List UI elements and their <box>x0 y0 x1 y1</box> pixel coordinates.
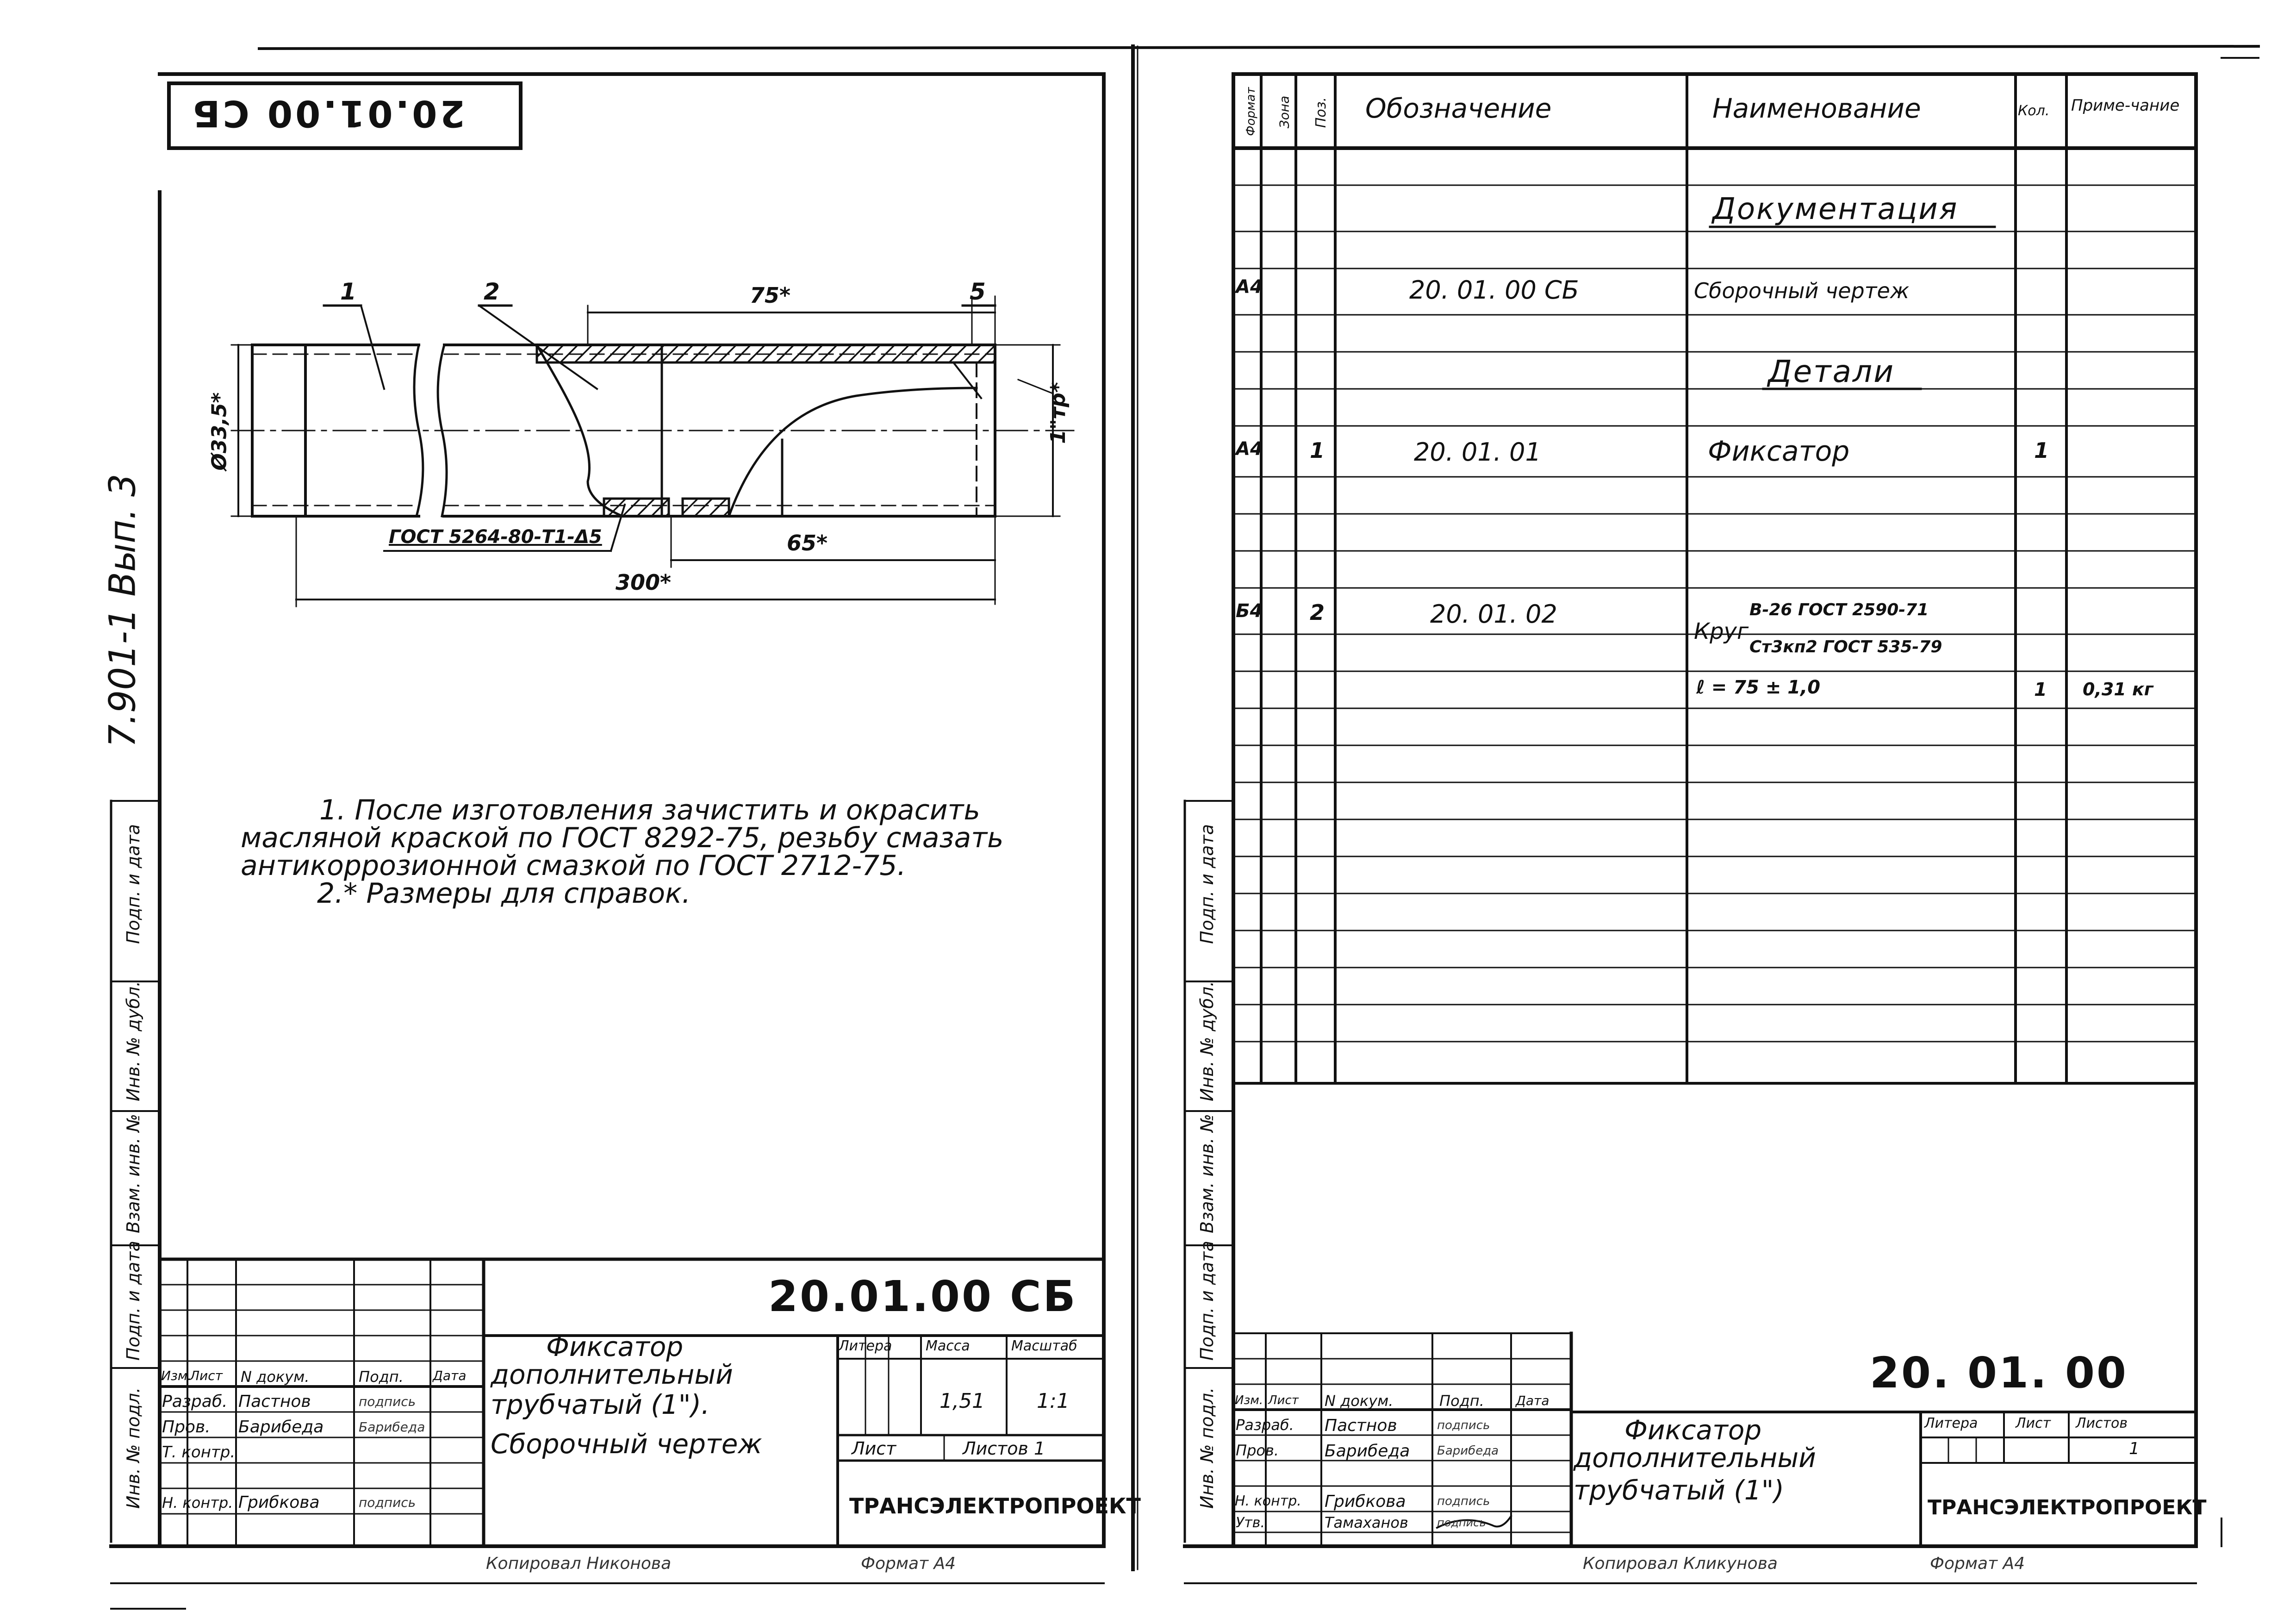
tb-signature: подпись <box>359 1394 416 1409</box>
document-type: Сборочный чертеж <box>491 1428 762 1460</box>
tb-header: Дата <box>433 1368 467 1383</box>
side-label: Инв. № дубл. <box>123 981 143 1101</box>
tb-signature: подпись <box>359 1495 416 1510</box>
technical-notes <box>241 794 1004 910</box>
col-header-format: Формат <box>1244 87 1258 136</box>
spec-designation: 20. 01. 02 <box>1430 600 1557 629</box>
side-label: Инв. № подл. <box>123 1387 143 1509</box>
title-line: трубчатый (1") <box>1574 1474 1785 1506</box>
specification-code: 20. 01. 00 <box>1870 1348 2128 1398</box>
footer-format: Формат А4 <box>861 1554 956 1573</box>
side-label: Взам. инв. № <box>1197 1113 1217 1233</box>
organization-name: ТРАНСЭЛЕКТРОПРОЕКТ <box>1928 1496 2207 1519</box>
title-line: Фиксатор <box>546 1331 684 1362</box>
sheets-count: Листов 1 <box>963 1438 1045 1459</box>
side-label: Подп. и дата <box>1197 1241 1217 1361</box>
tb-header: N докум. <box>241 1368 310 1386</box>
literal-header: Литера <box>839 1338 892 1354</box>
weld-callout: ГОСТ 5264-80-Т1-Δ5 <box>389 526 602 548</box>
side-label: Подп. и дата <box>123 1241 143 1361</box>
col-header-pos: Поз. <box>1313 97 1330 128</box>
spec-name: Фиксатор <box>1708 435 1850 468</box>
drawing-code: 20.01.00 СБ <box>768 1272 1077 1321</box>
note-line: масляной краской по ГОСТ 8292-75, резьбу смазать <box>241 822 1004 854</box>
tb-role: Утв. <box>1236 1515 1265 1531</box>
sheets-count: 1 <box>2129 1439 2140 1458</box>
dimension-75: 75* <box>750 283 791 308</box>
tb-person: Барибеда <box>238 1418 324 1437</box>
spec-name: Сборочный чертеж <box>1694 278 1910 303</box>
margin-series-label: 7.901-1 Вып. 3 <box>102 474 144 748</box>
material-fraction-top: В-26 ГОСТ 2590-71 <box>1749 600 1929 619</box>
tb-signature: Барибеда <box>1437 1444 1499 1458</box>
col-header-designation: Обозначение <box>1365 93 1552 124</box>
organization-name: ТРАНСЭЛЕКТРОПРОЕКТ <box>849 1493 1141 1518</box>
title-line: трубчатый (1"). <box>491 1389 710 1420</box>
tb-header: Изм. <box>1235 1393 1263 1407</box>
side-label: Подп. и дата <box>1197 824 1217 944</box>
tb-person: Грибкова <box>238 1493 320 1512</box>
tb-header: Лист <box>190 1368 223 1383</box>
side-label: Подп. и дата <box>123 824 143 944</box>
tb-signature: подпись <box>1437 1418 1490 1432</box>
tb-signature: подпись <box>1437 1494 1490 1508</box>
title-line: дополнительный <box>1574 1442 1816 1474</box>
spec-format: Б4 <box>1236 600 1263 622</box>
sheet-header: Лист <box>2016 1415 2051 1431</box>
sheets-header: Листов <box>2076 1415 2128 1431</box>
tb-role: Т. контр. <box>162 1443 236 1462</box>
note-line: антикоррозионной смазкой по ГОСТ 2712-75. <box>241 849 906 882</box>
spec-format: А4 <box>1236 438 1263 460</box>
spec-position: 1 <box>1310 438 1325 463</box>
note-line: 2.* Размеры для справок. <box>317 877 691 910</box>
spec-length: ℓ = 75 ± 1,0 <box>1696 677 1821 698</box>
sheet-label: Лист <box>852 1438 896 1459</box>
dimension-300: 300* <box>616 570 672 595</box>
tb-person: Грибкова <box>1325 1492 1406 1511</box>
tb-signature: подпись <box>1437 1516 1486 1529</box>
tb-person: Барибеда <box>1325 1442 1410 1461</box>
footer-format: Формат А4 <box>1930 1554 2025 1573</box>
spec-designation: 20. 01. 01 <box>1414 437 1541 467</box>
tb-role: Н. контр. <box>162 1494 233 1512</box>
spec-qty: 1 <box>2034 438 2049 463</box>
spec-name: Круг <box>1694 618 1749 644</box>
dimension-diameter: Ø33,5* <box>207 392 231 471</box>
tb-person: Тамаханов <box>1325 1514 1408 1531</box>
spec-note-mass: 0,31 кг <box>2083 679 2153 700</box>
spec-section-parts: Детали <box>1768 354 1895 389</box>
stamp-code-mirrored: 20.01.00 СБ <box>190 92 465 134</box>
tb-role: Н. контр. <box>1235 1493 1301 1509</box>
tb-signature: Барибеда <box>359 1419 425 1435</box>
mass-header: Масса <box>926 1338 970 1354</box>
tb-role: Разраб. <box>162 1392 228 1411</box>
tb-person: Пастнов <box>1325 1416 1397 1435</box>
col-header-qty: Кол. <box>2018 103 2050 119</box>
tb-person: Пастнов <box>238 1392 311 1411</box>
tb-role: Разраб. <box>1236 1416 1294 1434</box>
position-label-1: 1 <box>340 278 356 305</box>
spec-format: А4 <box>1236 276 1263 298</box>
side-label: Инв. № подл. <box>1197 1387 1217 1509</box>
col-header-zone: Зона <box>1276 95 1292 129</box>
col-header-note: Приме-чание <box>2071 96 2180 115</box>
footer-copied-by: Копировал Никонова <box>486 1554 672 1573</box>
tb-header: N докум. <box>1325 1392 1394 1410</box>
literal-header: Литера <box>1924 1415 1978 1431</box>
footer-copied-by: Копировал Кликунова <box>1583 1554 1778 1573</box>
note-line: 1. После изготовления зачистить и окрасить <box>319 794 980 826</box>
scale-value: 1:1 <box>1037 1389 1070 1413</box>
dimension-65: 65* <box>787 531 828 556</box>
tb-role: Пров. <box>162 1418 211 1437</box>
tb-header: Дата <box>1516 1393 1549 1408</box>
mass-value: 1,51 <box>940 1389 985 1413</box>
position-label-2: 2 <box>484 278 500 305</box>
col-header-name: Наименование <box>1712 93 1921 124</box>
title-line: дополнительный <box>491 1359 733 1390</box>
tb-header: Изм. <box>161 1368 192 1383</box>
title-line: Фиксатор <box>1624 1414 1762 1446</box>
side-label: Взам. инв. № <box>123 1113 143 1233</box>
side-label: Инв. № дубл. <box>1197 981 1217 1101</box>
scale-header: Масштаб <box>1011 1338 1077 1354</box>
spec-position: 2 <box>1310 600 1325 625</box>
spec-qty: 1 <box>2034 679 2047 700</box>
tb-header: Подп. <box>1439 1392 1484 1410</box>
spec-designation: 20. 01. 00 СБ <box>1409 275 1579 305</box>
material-fraction-bottom: Ст3кп2 ГОСТ 535-79 <box>1749 637 1942 656</box>
tb-header: Лист <box>1268 1393 1299 1407</box>
tb-header: Подп. <box>359 1368 404 1386</box>
spec-section-documentation: Документация <box>1712 192 1959 226</box>
dimension-thread: 1"тр* <box>1046 382 1070 444</box>
tb-role: Пров. <box>1236 1442 1279 1459</box>
position-label-5: 5 <box>970 278 986 305</box>
